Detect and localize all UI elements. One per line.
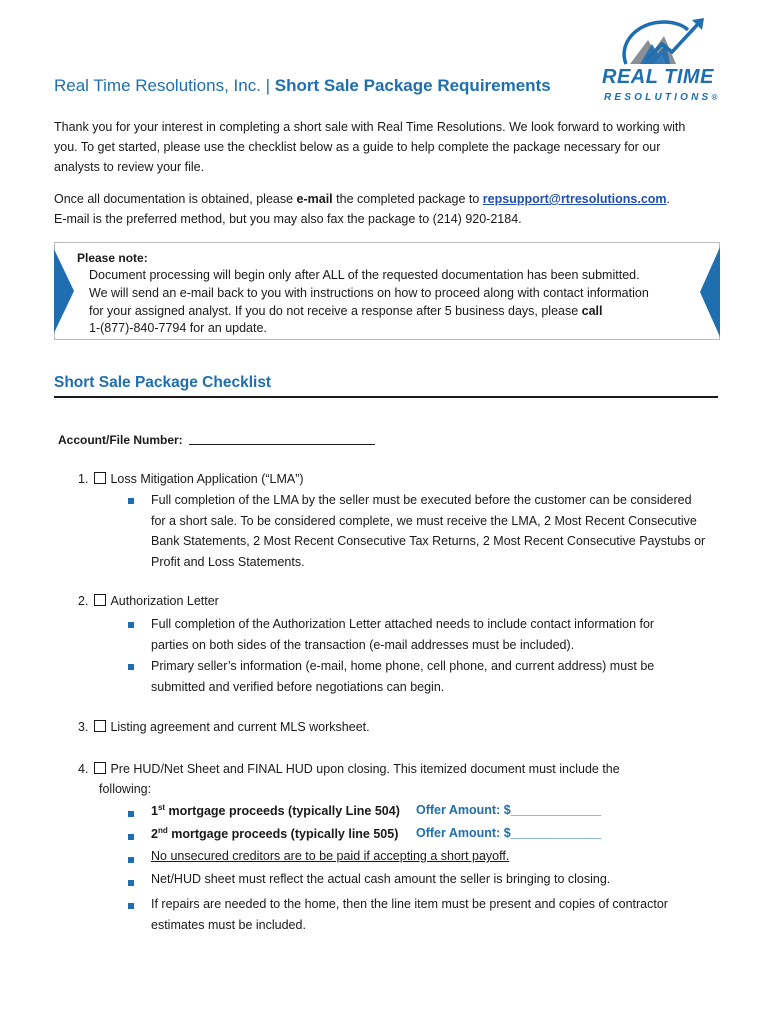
checklist-item-4: 4. Pre HUD/Net Sheet and FINAL HUD upon closing. This itemized document must include the (78, 762, 620, 776)
item-4-continuation: following: (99, 782, 152, 796)
bullet-square-icon (128, 852, 134, 866)
checklist-item-1: 1. Loss Mitigation Application (“LMA”) (78, 472, 304, 486)
note-line: Document processing will begin only after ALL of the requested documentation has been submitted. (89, 268, 640, 282)
note-heading: Please note: (77, 251, 148, 265)
email-paragraph: Once all documentation is obtained, please e-mail the completed package to repsupport@rtresolutions.com. E-mail is the preferred method, but you may also fax the package to (214) 920-2184. (54, 192, 670, 226)
checkbox[interactable] (94, 472, 106, 484)
second-offer-amount[interactable]: Offer Amount: $_____________ (416, 826, 602, 840)
checklist-item-2: 2. Authorization Letter (78, 594, 219, 608)
bullet-square-icon (128, 829, 134, 843)
note-line: 1-(877)-840-7794 for an update. (89, 321, 267, 335)
list-item: Primary seller’s information (e-mail, home phone, cell phone, and current address) must be submitted and verified before negotiations can begin. (151, 659, 655, 694)
checkbox[interactable] (94, 720, 106, 732)
logo-subtitle: RESOLUTIONS® (604, 92, 718, 103)
logo-wordmark: REAL TIME (602, 66, 714, 88)
second-mortgage-line: 2nd mortgage proceeds (typically line 505) (151, 826, 399, 842)
account-number-field: Account/File Number: (58, 432, 375, 447)
list-item: Full completion of the Authorization Letter attached needs to include contact information for parties on both sides of the transaction (e-mail addresses must be included). (151, 617, 655, 652)
company-logo (596, 14, 726, 103)
list-item: Net/HUD sheet must reflect the actual cash amount the seller is bringing to closing. (151, 872, 611, 886)
checkbox[interactable] (94, 594, 106, 606)
list-item: If repairs are needed to the home, then the line item must be present and copies of contractor estimates must be included. (151, 897, 668, 932)
bullet-square-icon (128, 875, 134, 889)
checkbox[interactable] (94, 762, 106, 774)
page-title (54, 76, 551, 96)
intro-paragraph: Thank you for your interest in completing a short sale with Real Time Resolutions. We look forward to working with you. To get started, please use the checklist below as a guide to help complete the package necessary for our analysts to review your file. (54, 120, 686, 174)
checklist-item-3: 3. Listing agreement and current MLS worksheet. (78, 720, 370, 734)
account-number-blank[interactable] (189, 432, 375, 445)
note-line: for your assigned analyst. If you do not receive a response after 5 business days, please call (89, 304, 603, 318)
bullet-square-icon (128, 617, 134, 631)
section-divider (54, 396, 718, 398)
note-box (54, 242, 720, 340)
first-offer-amount[interactable]: Offer Amount: $_____________ (416, 803, 602, 817)
support-email-link[interactable]: repsupport@rtresolutions.com (482, 192, 667, 206)
list-item: No unsecured creditors are to be paid if accepting a short payoff. (151, 849, 510, 863)
list-item: Full completion of the LMA by the seller must be executed before the customer can be considered for a short sale. To be considered complete, we must receive the LMA, 2 Most Recent Consecutive Bank Statements, 2 Most Recent Consecutive Tax Returns, 2 Most Recent Consecutive Paystubs or Profit and Loss Statements. (151, 493, 706, 569)
note-line: We will send an e-mail back to you with instructions on how to proceed along with contact information (89, 286, 649, 300)
first-mortgage-line: 1st mortgage proceeds (typically Line 504) (151, 803, 400, 819)
bullet-square-icon (128, 493, 134, 507)
right-arrow-icon (698, 247, 720, 337)
checklist-heading: Short Sale Package Checklist (54, 374, 272, 391)
company-name: Real Time Resolutions, Inc. | (54, 76, 275, 95)
document-title: Short Sale Package Requirements (274, 76, 551, 95)
bullet-square-icon (128, 898, 134, 912)
bullet-square-icon (128, 659, 134, 673)
left-arrow-icon (54, 249, 76, 333)
bullet-square-icon (128, 806, 134, 820)
